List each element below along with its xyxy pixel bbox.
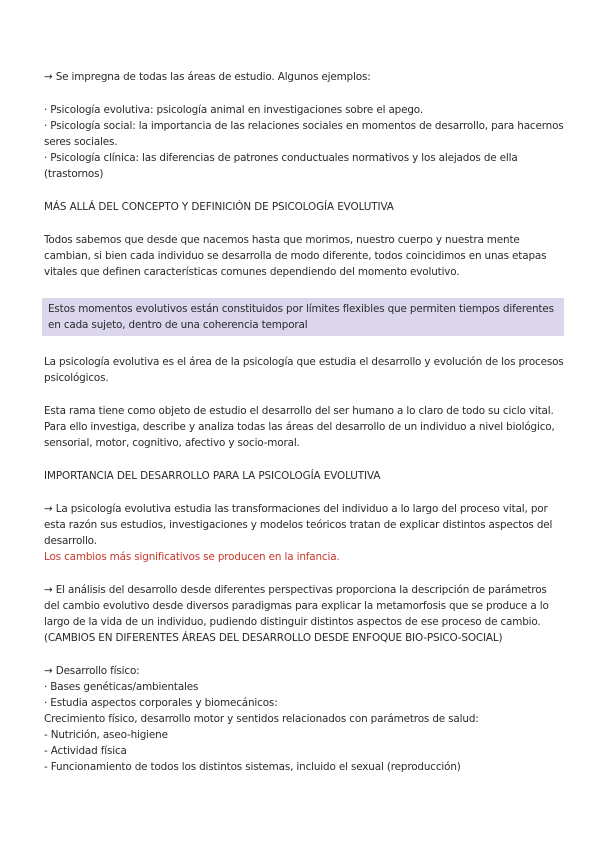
- section2-paragraph-2-text: El análisis del desarrollo desde diferentes perspectivas proporciona la descripción de parámetros del cambio evolutivo desde diversos paradigmas para explicar la metamorfosis que se produce a lo largo de la vida de un individuo, pudiendo distinguir distintos aspectos de ese proceso de cambio. (CAMBIOS EN DIFERENTES ÁREAS DEL DESARROLLO DESDE ENFOQUE BIO-PSICO-SOCIAL): [44, 584, 549, 644]
- highlight-text: Estos momentos evolutivos están constituidos por límites flexibles que permiten tiempos diferentes en cada sujeto, dentro de una coherencia temporal: [48, 303, 554, 331]
- physical-item: · Estudia aspectos corporales y biomecánicos:: [44, 697, 278, 709]
- section2-paragraph-2: [44, 582, 564, 646]
- definition-paragraph: La psicología evolutiva es el área de la psicología que estudia el desarrollo y evolución de los procesos psicológicos.: [44, 356, 564, 384]
- physical-item: · Bases genéticas/ambientales: [44, 681, 199, 693]
- physical-item: - Funcionamiento de todos los distintos sistemas, incluido el sexual (reproducción): [44, 761, 461, 773]
- example-item: · Psicología social: la importancia de las relaciones sociales en momentos de desarrollo, para hacernos seres sociales.: [44, 120, 564, 148]
- intro-line: [44, 69, 564, 85]
- physical-title-line: [44, 663, 564, 679]
- intro-text: Se impregna de todas las áreas de estudio. Algunos ejemplos:: [55, 71, 371, 83]
- physical-item: - Actividad física: [44, 745, 127, 757]
- physical-item: - Nutrición, aseo-higiene: [44, 729, 168, 741]
- arrow-icon: →: [44, 584, 53, 596]
- section2-paragraph-1-text: La psicología evolutiva estudia las transformaciones del individuo a lo largo del proceso vital, por esta razón sus estudios, investigaciones y modelos teóricos tratan de explicar distintos aspectos del desarrollo.: [44, 503, 553, 547]
- example-item: · Psicología evolutiva: psicología animal en investigaciones sobre el apego.: [44, 104, 423, 116]
- document-body: [44, 69, 564, 775]
- red-note: Los cambios más significativos se producen en la infancia.: [44, 551, 340, 563]
- arrow-icon: →: [44, 503, 53, 515]
- highlight-box: [42, 298, 564, 336]
- object-line-2: Para ello investiga, describe y analiza todas las áreas del desarrollo de un individuo a nivel biológico, sensorial, motor, cognitivo, afectivo y socio-moral.: [44, 421, 555, 449]
- object-line-1: Esta rama tiene como objeto de estudio el desarrollo del ser humano a lo claro de todo su ciclo vital.: [44, 405, 554, 417]
- section1-paragraph: Todos sabemos que desde que nacemos hasta que morimos, nuestro cuerpo y nuestra mente cambian, si bien cada individuo se desarrolla de modo diferente, todos coincidimos en unas etapas vitales que definen características comunes dependiendo del momento evolutivo.: [44, 234, 547, 278]
- physical-item: Crecimiento físico, desarrollo motor y sentidos relacionados con parámetros de salud:: [44, 713, 479, 725]
- example-item: · Psicología clínica: las diferencias de patrones conductuales normativos y los alejados de ella (trastornos): [44, 152, 518, 180]
- section-heading-2: IMPORTANCIA DEL DESARROLLO PARA LA PSICOLOGÍA EVOLUTIVA: [44, 470, 381, 482]
- arrow-icon: →: [44, 71, 53, 83]
- section2-paragraph-1: [44, 501, 564, 549]
- physical-title: Desarrollo físico:: [55, 665, 140, 677]
- section-heading-1: MÁS ALLÁ DEL CONCEPTO Y DEFINICIÓN DE PSICOLOGÍA EVOLUTIVA: [44, 201, 394, 213]
- arrow-icon: →: [44, 665, 53, 677]
